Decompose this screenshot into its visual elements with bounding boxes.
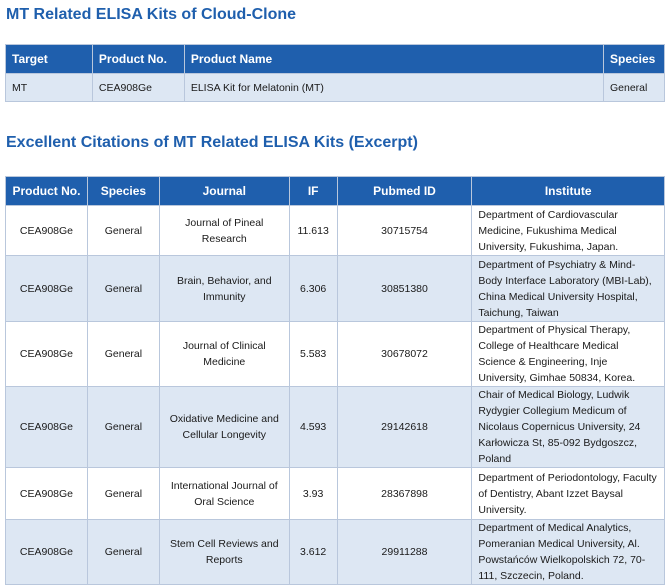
table-row	[6, 256, 665, 322]
table-row	[6, 468, 665, 520]
table-row	[6, 74, 665, 102]
cell-pubmed-id: 30851380	[337, 256, 472, 322]
cell-product-no: CEA908Ge	[6, 206, 88, 256]
cell-if: 4.593	[289, 387, 337, 468]
table-row	[6, 322, 665, 387]
cell-species: General	[87, 256, 159, 322]
cell-target: MT	[6, 74, 93, 102]
header-institute: Institute	[472, 177, 665, 206]
cell-journal: International Journal of Oral Science	[159, 468, 289, 520]
cell-product-no: CEA908Ge	[6, 468, 88, 520]
cell-product-name: ELISA Kit for Melatonin (MT)	[184, 74, 603, 102]
cell-product-no: CEA908Ge	[6, 520, 88, 585]
header-journal: Journal	[159, 177, 289, 206]
cell-journal: Journal of Pineal Research	[159, 206, 289, 256]
section-title-citations: Excellent Citations of MT Related ELISA Kits (Excerpt)	[6, 134, 418, 151]
header-species: Species	[87, 177, 159, 206]
header-product-no: Product No.	[6, 177, 88, 206]
cell-pubmed-id: 30678072	[337, 322, 472, 387]
cell-if: 3.612	[289, 520, 337, 585]
kits-table-header	[6, 45, 665, 74]
cell-journal: Stem Cell Reviews and Reports	[159, 520, 289, 585]
header-pubmed-id: Pubmed ID	[337, 177, 472, 206]
cell-pubmed-id: 29911288	[337, 520, 472, 585]
cell-if: 5.583	[289, 322, 337, 387]
cell-pubmed-id: 28367898	[337, 468, 472, 520]
cell-journal: Oxidative Medicine and Cellular Longevity	[159, 387, 289, 468]
cell-product-no: CEA908Ge	[92, 74, 184, 102]
cell-if: 11.613	[289, 206, 337, 256]
header-product-no: Product No.	[92, 45, 184, 74]
citations-table	[5, 176, 665, 585]
cell-if: 3.93	[289, 468, 337, 520]
citations-table-header	[6, 177, 665, 206]
cell-institute: Department of Psychiatry & Mind-Body Interface Laboratory (MBI-Lab), China Medical University Hospital, Taichung, Taiwan	[472, 256, 665, 322]
cell-product-no: CEA908Ge	[6, 387, 88, 468]
cell-institute: Department of Periodontology, Faculty of Dentistry, Abant Izzet Baysal University.	[472, 468, 665, 520]
cell-pubmed-id: 30715754	[337, 206, 472, 256]
cell-institute: Chair of Medical Biology, Ludwik Rydygier Collegium Medicum of Nicolaus Copernicus University, 24 Karłowicza St, 85-092 Bydgoszcz, Poland	[472, 387, 665, 468]
cell-journal: Brain, Behavior, and Immunity	[159, 256, 289, 322]
header-product-name: Product Name	[184, 45, 603, 74]
cell-species: General	[87, 520, 159, 585]
cell-journal: Journal of Clinical Medicine	[159, 322, 289, 387]
cell-product-no: CEA908Ge	[6, 256, 88, 322]
cell-institute: Department of Medical Analytics, Pomeranian Medical University, Al. Powstańców Wielkopolskich 72, 70-111, Szczecin, Poland.	[472, 520, 665, 585]
cell-institute: Department of Physical Therapy, College of Healthcare Medical Science & Engineering, Inje University, Gimhae 50834, Korea.	[472, 322, 665, 387]
header-target: Target	[6, 45, 93, 74]
cell-species: General	[87, 387, 159, 468]
table-row	[6, 387, 665, 468]
section-title-kits: MT Related ELISA Kits of Cloud-Clone	[6, 6, 297, 23]
header-if: IF	[289, 177, 337, 206]
header-species: Species	[603, 45, 664, 74]
cell-product-no: CEA908Ge	[6, 322, 88, 387]
cell-species: General	[87, 206, 159, 256]
cell-species: General	[87, 322, 159, 387]
cell-species: General	[603, 74, 664, 102]
cell-institute: Department of Cardiovascular Medicine, Fukushima Medical University, Fukushima, Japan.	[472, 206, 665, 256]
cell-pubmed-id: 29142618	[337, 387, 472, 468]
table-row	[6, 206, 665, 256]
cell-species: General	[87, 468, 159, 520]
cell-if: 6.306	[289, 256, 337, 322]
kits-table	[5, 44, 665, 102]
